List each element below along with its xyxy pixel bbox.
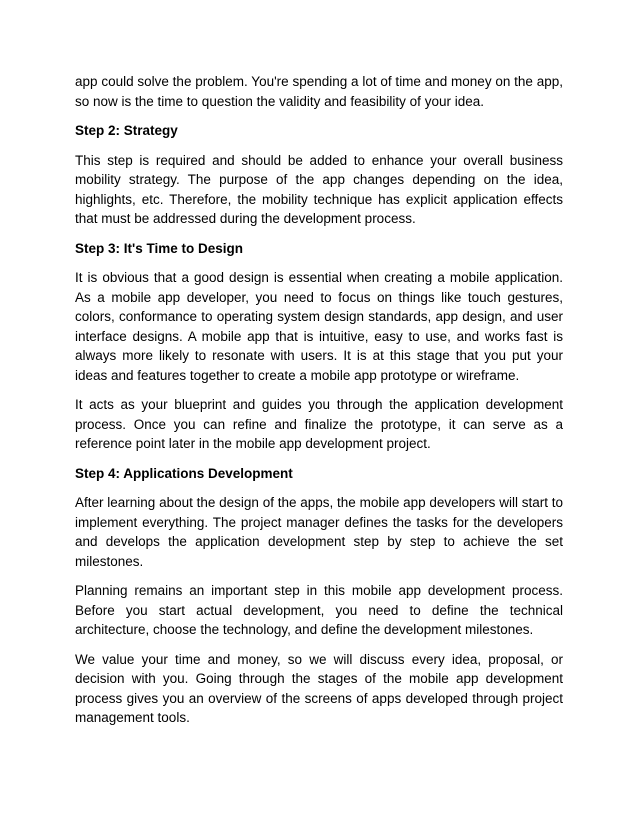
heading-step-4: Step 4: Applications Development xyxy=(75,465,293,481)
paragraph-strategy: This step is required and should be added to enhance your overall business mobility strategy. The purpose of the app changes depending on the idea, highlights, etc. Therefore, the mobility technique has explicit application effects that must be addressed during the development process. xyxy=(75,152,563,226)
paragraph-development-2: Planning remains an important step in this mobile app development process. Before you start actual development, you need to define the technical architecture, choose the technology, and define the development milestones. xyxy=(75,583,563,637)
paragraph-intro-continuation: app could solve the problem. You're spending a lot of time and money on the app, so now is the time to question the validity and feasibility of your idea. xyxy=(75,74,563,109)
paragraph-development-3: We value your time and money, so we will discuss every idea, proposal, or decision with you. Going through the stages of the mobile app development process gives you an overview of the screens of apps developed through project management tools. xyxy=(75,651,563,725)
paragraph-development-1: After learning about the design of the apps, the mobile app developers will start to implement everything. The project manager defines the tasks for the developers and develops the application development step by step to achieve the set milestones. xyxy=(75,495,563,569)
heading-step-3: Step 3: It's Time to Design xyxy=(75,240,243,256)
paragraph-design-1: It is obvious that a good design is essential when creating a mobile application. As a mobile app developer, you need to focus on things like touch gestures, colors, conformance to operating system design standards, app design, and user interface designs. A mobile app that is intuitive, easy to use, and works fast is always more likely to resonate with users. It is at this stage that you put your ideas and features together to create a mobile app prototype or wireframe. xyxy=(75,270,563,383)
paragraph-design-2: It acts as your blueprint and guides you through the application development process. Once you can refine and finalize the prototype, it can serve as a reference point later in the mobile app development project. xyxy=(75,397,563,451)
heading-step-2: Step 2: Strategy xyxy=(75,123,178,138)
